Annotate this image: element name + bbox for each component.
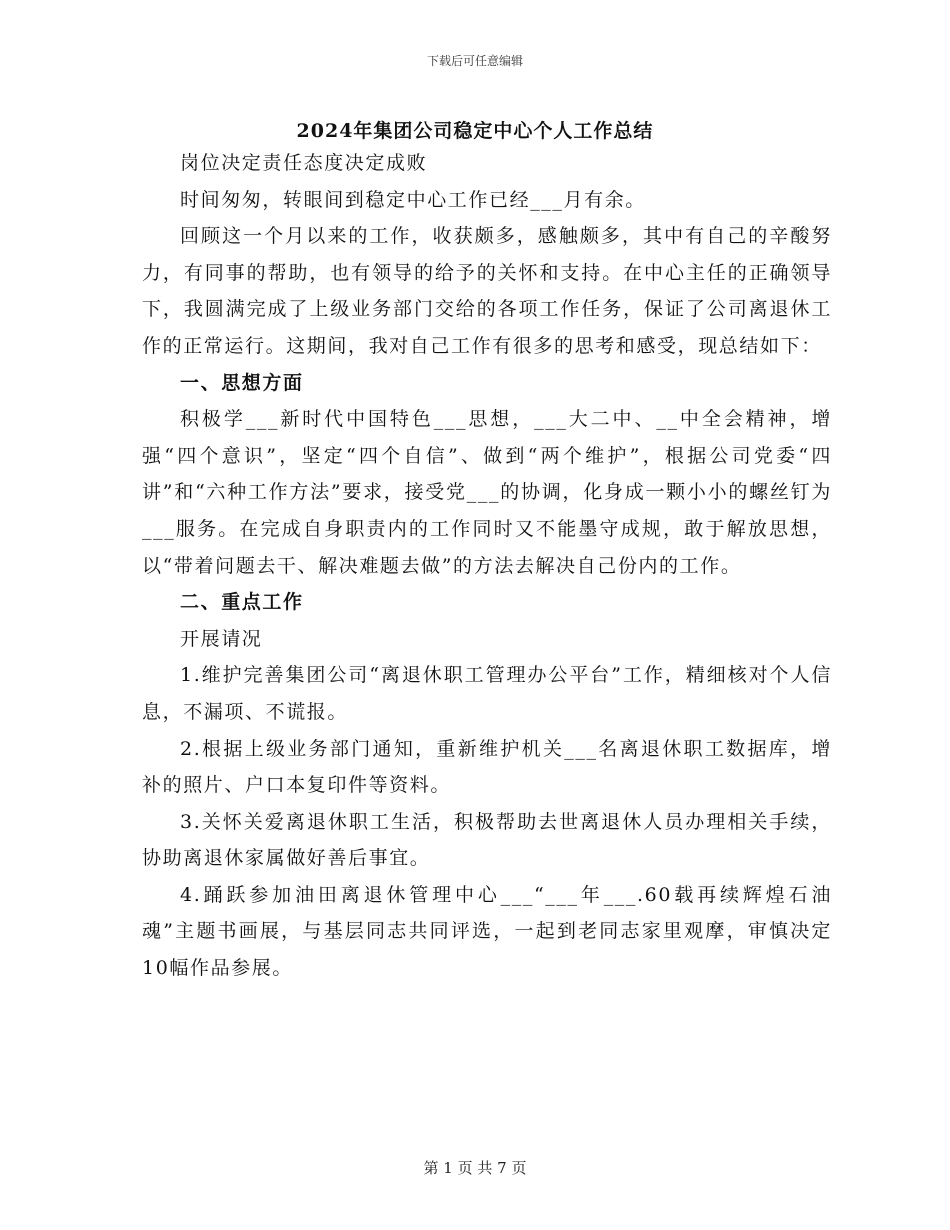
section-heading-key-work: 二、重点工作 xyxy=(180,591,304,614)
list-item-4: 4.踊跃参加油田离退休管理中心___“___年___.60载再续辉煌石油魂”主题书画展，与基层同志共同评选，一起到老同志家里观摩，审慎决定10幅作品参展。 xyxy=(142,883,832,980)
paragraph-review: 回顾这一个月以来的工作，收获颇多，感触颇多，其中有自己的辛酸努力，有同事的帮助，也有领导的给予的关怀和支持。在中心主任的正确领导下，我圆满完成了上级业务部门交给的各项工作任务，保证了公司离退休工作的正常运行。这期间，我对自己工作有很多的思考和感受，现总结如下： xyxy=(142,225,832,357)
page-number: 第 1 页 共 7 页 xyxy=(423,1159,527,1177)
paragraph-intro: 时间匆匆，转眼间到稳定中心工作已经___月有余。 xyxy=(180,188,646,211)
section-heading-thought: 一、思想方面 xyxy=(180,371,304,394)
document-title: 2024年集团公司稳定中心个人工作总结 xyxy=(296,120,654,142)
paragraph-progress-label: 开展请况 xyxy=(180,627,263,650)
paragraph-thought: 积极学___新时代中国特色___思想，___大二中、__中全会精神，增强“四个意识”，坚定“四个自信”、做到“两个维护”，根据公司党委“四讲”和“六种工作方法”要求，接受党___的协调，化身成一颗小小的螺丝钉为___服务。在完成自身职责内的工作同时又不能墨守成规，敢于解放思想，以“带着问题去干、解决难题去做”的方法去解决自己份内的工作。 xyxy=(142,408,832,577)
list-item-2: 2.根据上级业务部门通知，重新维护机关___名离退休职工数据库，增补的照片、户口本复印件等资料。 xyxy=(142,737,832,797)
document-body xyxy=(142,145,832,987)
download-note: 下载后可任意编辑 xyxy=(426,54,523,68)
list-item-1: 1.维护完善集团公司“离退休职工管理办公平台”工作，精细核对个人信息，不漏项、不谎报。 xyxy=(142,664,832,723)
paragraph-motto: 岗位决定责任态度决定成败 xyxy=(180,152,428,174)
list-item-3: 3.关怀关爱离退休职工生活，积极帮助去世离退休人员办理相关手续，协助离退休家属做好善后事宜。 xyxy=(142,810,832,870)
